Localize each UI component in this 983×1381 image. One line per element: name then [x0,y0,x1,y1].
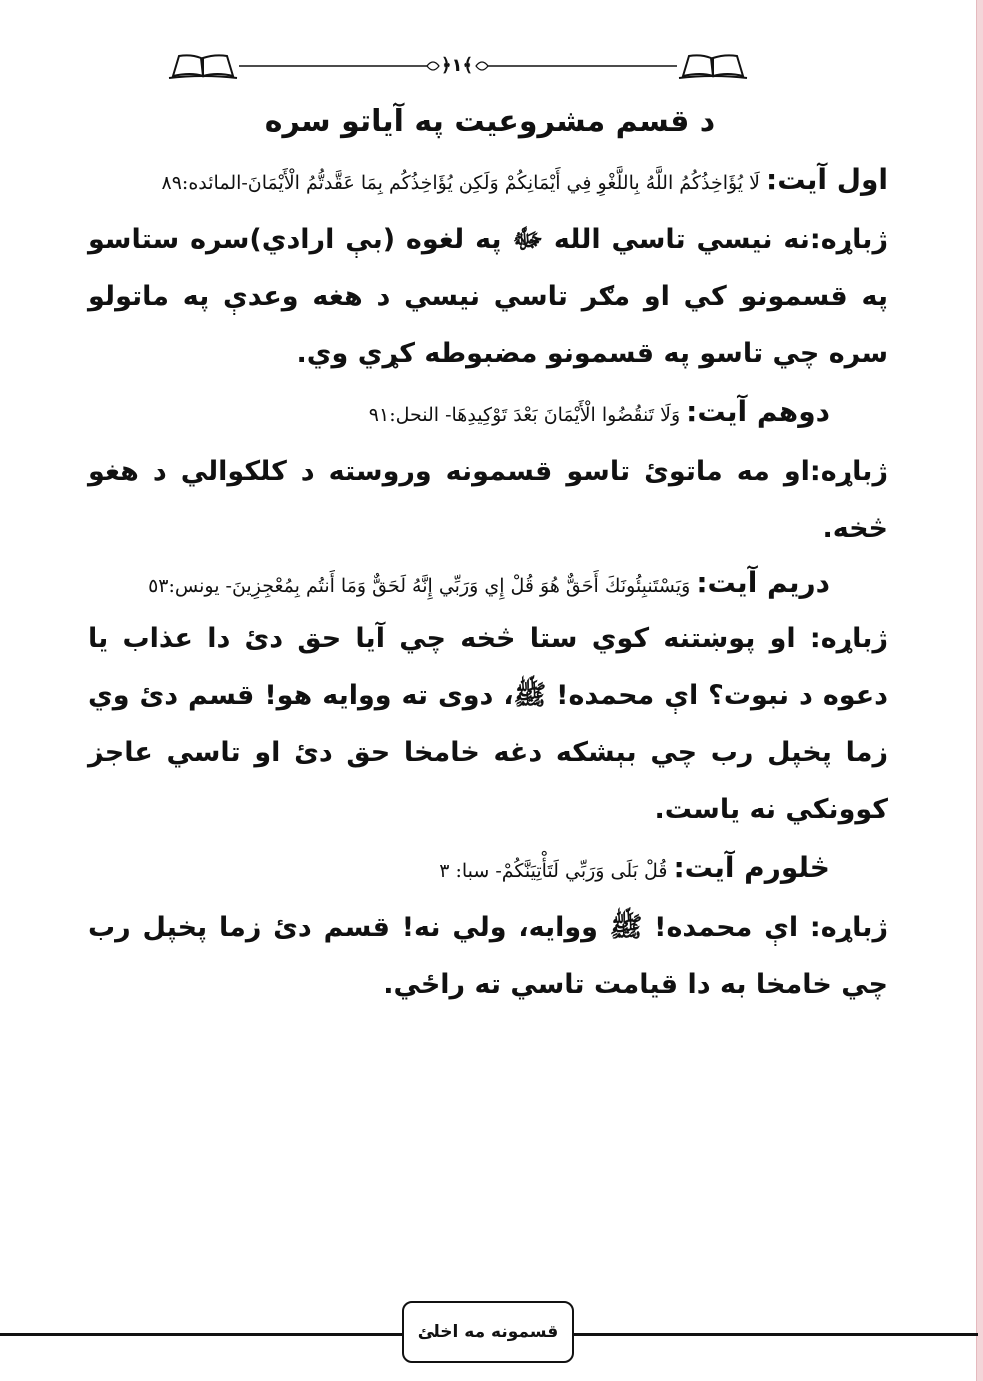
translation-1-label: ژباړه: [809,224,888,255]
open-book-icon [679,55,747,78]
verse-1-label: اول آيت: [766,163,888,196]
verse-2-label: دوهم آيت: [686,395,830,428]
translation-3 [88,610,888,838]
footer-book-title: قسمونه مه اخلئ [402,1301,574,1363]
translation-1 [88,211,888,382]
verse-4-label: څلورم آيت: [673,851,830,884]
page-number: ﴿۱﴾ [440,55,474,76]
verse-3 [88,563,830,606]
page-edge-line [976,0,977,1381]
translation-2 [88,443,888,557]
translation-1-text: نه نيسي تاسي الله ﷻ په لغوه (بې ارادي)سره ستاسو په قسمونو کي او مګر تاسي نيسي د هغه وعدې په ماتولو سره چي تاسو په قسمونو مضبوطه کړي وي. [88,224,888,369]
verse-3-label: دريم آيت: [696,566,830,599]
translation-4-label: ژباړه: [809,912,888,943]
verse-1-arabic: لَا يُؤَاخِذُكُمُ اللَّهُ بِاللَّغْوِ فِي أَيْمَانِكُمْ وَلَكِن يُؤَاخِذُكُم بِمَا عَقَّدتُّمُ الْأَيْمَانَ-المائده:٨٩ [161,172,766,194]
verse-4-arabic: قُلْ بَلَى وَرَبِّي لَتَأْتِيَنَّكُمْ- سبا: ٣ [439,860,674,882]
verse-4 [88,844,830,895]
translation-3-label: ژباړه: [809,623,888,654]
footer-rule-left [0,1333,402,1336]
translation-2-label: ژباړه: [809,456,888,487]
translation-4-text: اې محمده! ﷺ ووايه، ولي نه! قسم دئ زما پخپل رب چي خامخا به دا قيامت تاسي ته راځي. [88,912,888,1000]
verse-2-arabic: وَلَا تَنقُضُوا الْأَيْمَانَ بَعْدَ تَوْكِيدِهَا- النحل:٩١ [368,404,687,426]
verse-3-arabic: وَيَسْتَنبِئُونَكَ أَحَقٌّ هُوَ قُلْ إِي وَرَبِّي إِنَّهُ لَحَقٌّ وَمَا أَنتُم بِمُعْجِزِينَ- يونس:٥٣ [148,575,697,597]
page-edge-strip [977,0,983,1381]
page-content [88,150,888,1090]
verse-2 [88,388,830,439]
footer-rule-right [572,1333,978,1336]
translation-2-text: او مه ماتوئ تاسو قسمونه وروسته د کلکوالي د هغو څخه. [88,456,888,544]
page-header [165,44,750,90]
verse-1 [88,156,888,207]
page-title: د قسم مشروعيت په آياتو سره [264,104,716,139]
translation-3-text: او پوښتنه کوي ستا څخه چي آيا حق دئ دا عذاب يا دعوه د نبوت؟ اې محمده! ﷺ، دوی ته ووايه هو! قسم دئ وي زما پخپل رب چي بېشکه دغه خامخا حق دئ او تاسي عاجز کوونکي نه ياست. [88,623,888,825]
translation-4 [88,899,888,1013]
open-book-icon [169,55,237,78]
